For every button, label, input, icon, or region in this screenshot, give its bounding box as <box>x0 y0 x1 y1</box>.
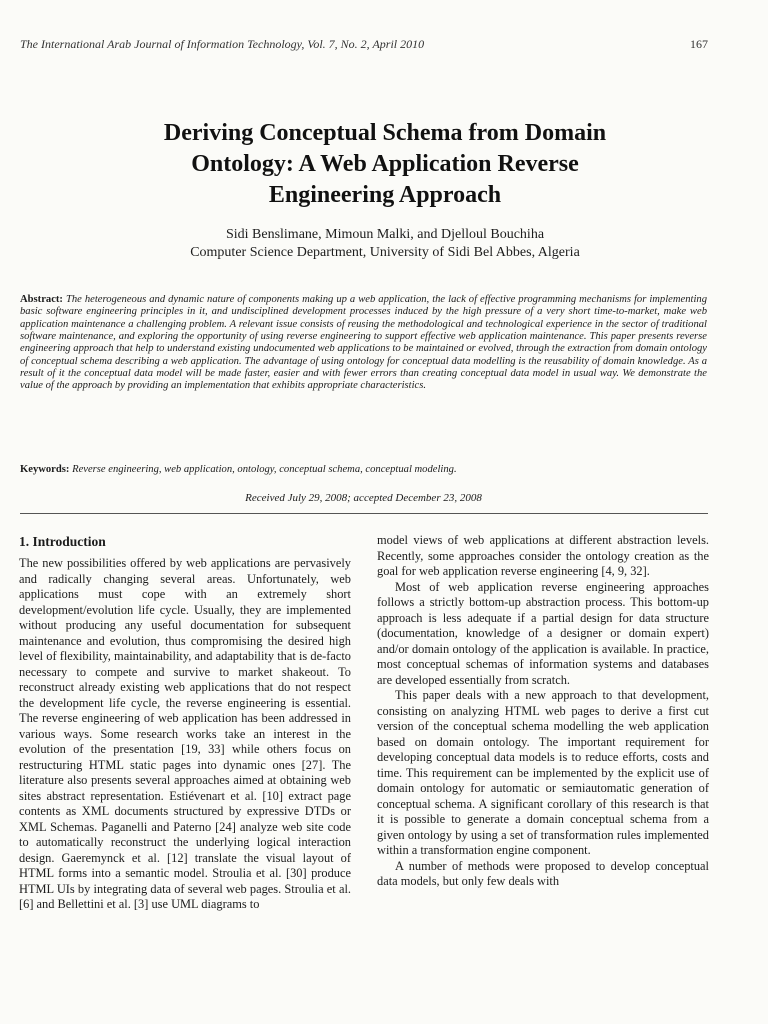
body-paragraph: model views of web applications at different abstraction levels. Recently, some approaches consider the ontology creation as the goal for web application reverse engineering [4, 9, 32]. <box>377 533 709 578</box>
author-block <box>40 226 730 262</box>
keywords <box>20 463 707 476</box>
body-paragraph: Most of web application reverse engineering approaches follows a strictly bottom-up abstraction process. This bottom-up approach is less adequate if a partial design for data structure (documentation, knowledge of a designer or domain expert) and/or domain ontology of the application is available. In practice, most conceptual schemas of information systems and databases are developed essentially from scratch. <box>377 579 709 687</box>
left-column <box>19 533 351 913</box>
body-paragraph: The new possibilities offered by web applications are pervasively and radically changing several areas. Unfortunately, web applications must cope with an extremely short development/evolution life cycle. Usually, they are implemented without producing any useful documentation for subsequent maintenance and evolution, thus compromising the desired high level of flexibility, maintainability, and adaptability that is de-facto necessary to compete and survive to market shakeout. To reconstruct already existing web applications that do not respect the development life cycle, the reverse engineering is essential. The reverse engineering of web application has been addressed in various ways. Some research works take an interest in the evolution of the presentation [19, 33] while others focus on restructuring HTML static pages into dynamic ones [27]. The literature also presents several approaches aimed at obtaining web sites abstract representation. Estiévenart et al. [10] extract page contents as XML documents structured by expressive DTDs or XML Schemas. Paganelli and Paterno [24] analyze web site code to automatically reconstruct the underlying logical interaction design. Gaeremynck et al. [12] translate the visual layout of HTML forms into a semantic model. Stroulia et al. [30] produce HTML UIs by integrating data of several web pages. Stroulia et al. [6] and Bellettini et al. [3] use UML diagrams to <box>19 556 351 911</box>
keywords-text: Reverse engineering, web application, ontology, conceptual schema, conceptual modeling. <box>72 464 457 475</box>
section-heading: 1. Introduction <box>19 534 106 549</box>
page-number: 167 <box>690 37 708 51</box>
title-line-2: Ontology: A Web Application Reverse <box>191 151 579 177</box>
title-line-1: Deriving Conceptual Schema from Domain <box>163 120 607 146</box>
abstract-label: Abstract: <box>20 294 63 305</box>
body-paragraph: This paper deals with a new approach to that development, consisting on analyzing HTML web pages to derive a first cut version of the conceptual schema modelling the web application based on domain ontology. The important requirement for developing conceptual data models is to reduce efforts, costs and time. This requirement can be implemented by the explicit use of domain ontology for automatic or semiautomatic generation of conceptual schema. A significant corollary of this research is that it is possible to generate a domain conceptual schema from a given ontology by using a set of transformation rules implemented within a transformation engine component. <box>377 688 709 857</box>
author-names: Sidi Benslimane, Mimoun Malki, and Djelloul Bouchiha <box>225 227 545 242</box>
body-paragraph: A number of methods were proposed to develop conceptual data models, but only few deals with <box>377 858 709 888</box>
paper-title <box>40 118 730 211</box>
title-line-3: Engineering Approach <box>268 182 502 208</box>
running-head <box>20 37 710 52</box>
keywords-label: Keywords: <box>20 464 70 475</box>
received-dates: Received July 29, 2008; accepted December 23, 2008 <box>245 492 482 504</box>
abstract-text: The heterogeneous and dynamic nature of components making up a web application, the lack of effective programming mechanisms for implementing basic software engineering principles in it, and undisciplined development processes induced by the high pressure of a very short time-to-market, make web application maintenance a challenging problem. A relevant issue consists of reusing the methodological and technological experience in the sector of traditional software maintenance, and exploring the opportunity of using reverse engineering to support effective web application maintenance. This paper presents reverse engineering approach that help to understand existing undocumented web applications to be maintained or evolved, through the extraction from domain ontology of conceptual schema describing a web application. The advantage of using ontology for conceptual data modelling is the reusability of domain knowledge. As a result of it the conceptual data model will be made faster, easier and with fewer errors than creating conceptual data model in usual way. We demonstrate the value of the approach by providing an implementation that exhibits appropriate characteristics. <box>20 294 707 392</box>
section-divider <box>20 513 708 514</box>
abstract <box>20 294 707 393</box>
journal-citation: The International Arab Journal of Information Technology, Vol. 7, No. 2, April 2010 <box>20 37 425 51</box>
author-affiliation: Computer Science Department, University of Sidi Bel Abbes, Algeria <box>190 245 580 260</box>
right-column <box>377 533 709 890</box>
